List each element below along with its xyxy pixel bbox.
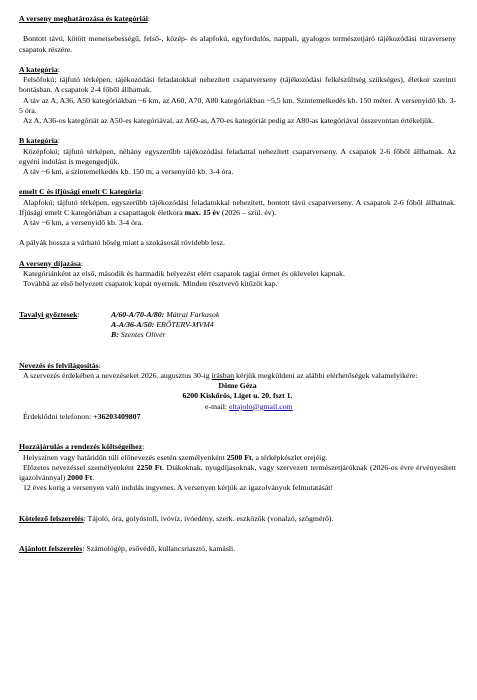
paragraph: 12 éves korig a versenyen való indulás ingyenes. A versenyen kérjük az igazolványok felmutatását! [23,483,334,493]
winner-row: A-A/36-A/50: ERŐTERV-MVM4 [111,319,214,329]
paragraph: A táv ~6 km, a versenyidő kb. 3-4 óra. [23,218,144,227]
winners-block [19,310,456,341]
paragraph: Továbbá az első helyezett csapatok kupát nyernek. Minden résztvevő kitűzőt kap. [23,279,278,289]
paragraph: Középfokú; tájfutó térképen, néhány egyszerűbb tájékozódási feladattal nehezített csapatverseny. A csapatok 2-6 főből állhatnak. Az egyéni indulást is megengedjük. [19,146,456,166]
paragraph: Az A, A36-os kategóriát az A50-es kategóriával, az A60-as, A70-es kategóriát pedig az A80-as kategóriával összevontan értékeljük. [23,116,434,125]
winners-list [111,310,219,341]
phone-row: Érdeklődni telefonon: +36203409807 [23,411,141,421]
required-equipment: Kötelező felszerelés: Tájoló, óra, golyóstoll, ivóvíz, ivóedény, szerk. eszközök (vonalzó, szögmérő). [19,513,334,523]
paragraph: A szervezés érdekében a nevezéseket 2026. augusztus 30-ig írásban kérjük megküldeni az alábbi elérhetőségek valamelyikére: [23,370,418,380]
note-paragraph: A pályák hossza a várható hőség miatt a szokásosál rövidebb lesz. [19,238,225,248]
winner-row: A/60-A/70-A/80: Mátrai Farkasok [111,309,220,319]
paragraph: A táv az A, A36, A50 kategóriákban ~6 km, az A60, A70, A80 kategóriákban ~5,5 km. Szintemelkedés kb. 150 méter. A versenyidő kb. 3-5 óra. [19,95,456,115]
paragraph: Előzetes nevezéssel személyenként 2250 Ft. Diákoknak, nyugdíjasoknak, vagy szervezett természetjáróknak (2026-os évre érvényesített igazolvánnyal) 2000 Ft. [19,462,457,482]
intro-paragraph: Bontott távú, kötött menetsebességű, felső-, közép- és alapfokú, egyfordulós, nappali, gyalogos természetjáró tájékozódási túraverseny csapatok részére. [19,34,456,54]
section-heading: Hozzájárulás a rendezés költségeihez: [19,442,145,452]
paragraph: Alapfokú; tájfutó térképen, egyszerűbb tájékozódási feladatokkal nehezített, bontott távú csapatverseny. A csapatok 2-6 főből állhatnak. Ifjúsági emelt C kategóriában a csapattagok életkora max. 15 év (2026 – szül. év). [19,197,456,217]
paragraph: A táv ~6 km, a szintemelkedés kb. 150 m, a versenyidő kb. 3-4 óra. [23,167,234,176]
email-link[interactable]: eltajolo@gmail.com [229,401,293,411]
section-heading: Tavalyi győztesek: [19,309,80,319]
section-heading: emelt C és ifjúsági emelt C kategória: [19,187,144,197]
contact-name: Döme Géza [218,381,257,391]
contact-address: 6200 Kiskőrös, Liget u. 20. fszt 1. [182,391,293,401]
recommended-equipment: Ajánlott felszerelés: Számológép, esővédő, kullancsriasztó, kamásli. [19,544,236,554]
section-heading: A verseny meghatározása és kategóriái: [19,14,151,23]
section-heading: A kategória: [19,64,60,74]
paragraph: Felsőfokú; tájfutó térképen, tájékozódási feladatokkal nehezített csapatverseny (tájékozódási felkészültség szükséges), életkor szerinti bontásban. A csapatok 2-4 főből állhatnak. [19,75,456,95]
email-row: e-mail: eltajolo@gmail.com [205,401,293,411]
paragraph: Kategóriánként az első, második és harmadik helyezést elért csapatok tagjai érmet és oklevelet kapnak. [23,268,345,278]
section-heading: Nevezés és felvilágosítás: [19,360,101,370]
section-heading: A verseny díjazása: [19,258,84,268]
winner-row: B: Szentes Olivér [111,330,166,340]
section-heading: B kategória: [19,136,60,146]
paragraph: Helyszínen vagy határidőn túli előnevezés esetén személyenként 2500 Ft, a térképkészlet erejéig. [23,452,328,462]
